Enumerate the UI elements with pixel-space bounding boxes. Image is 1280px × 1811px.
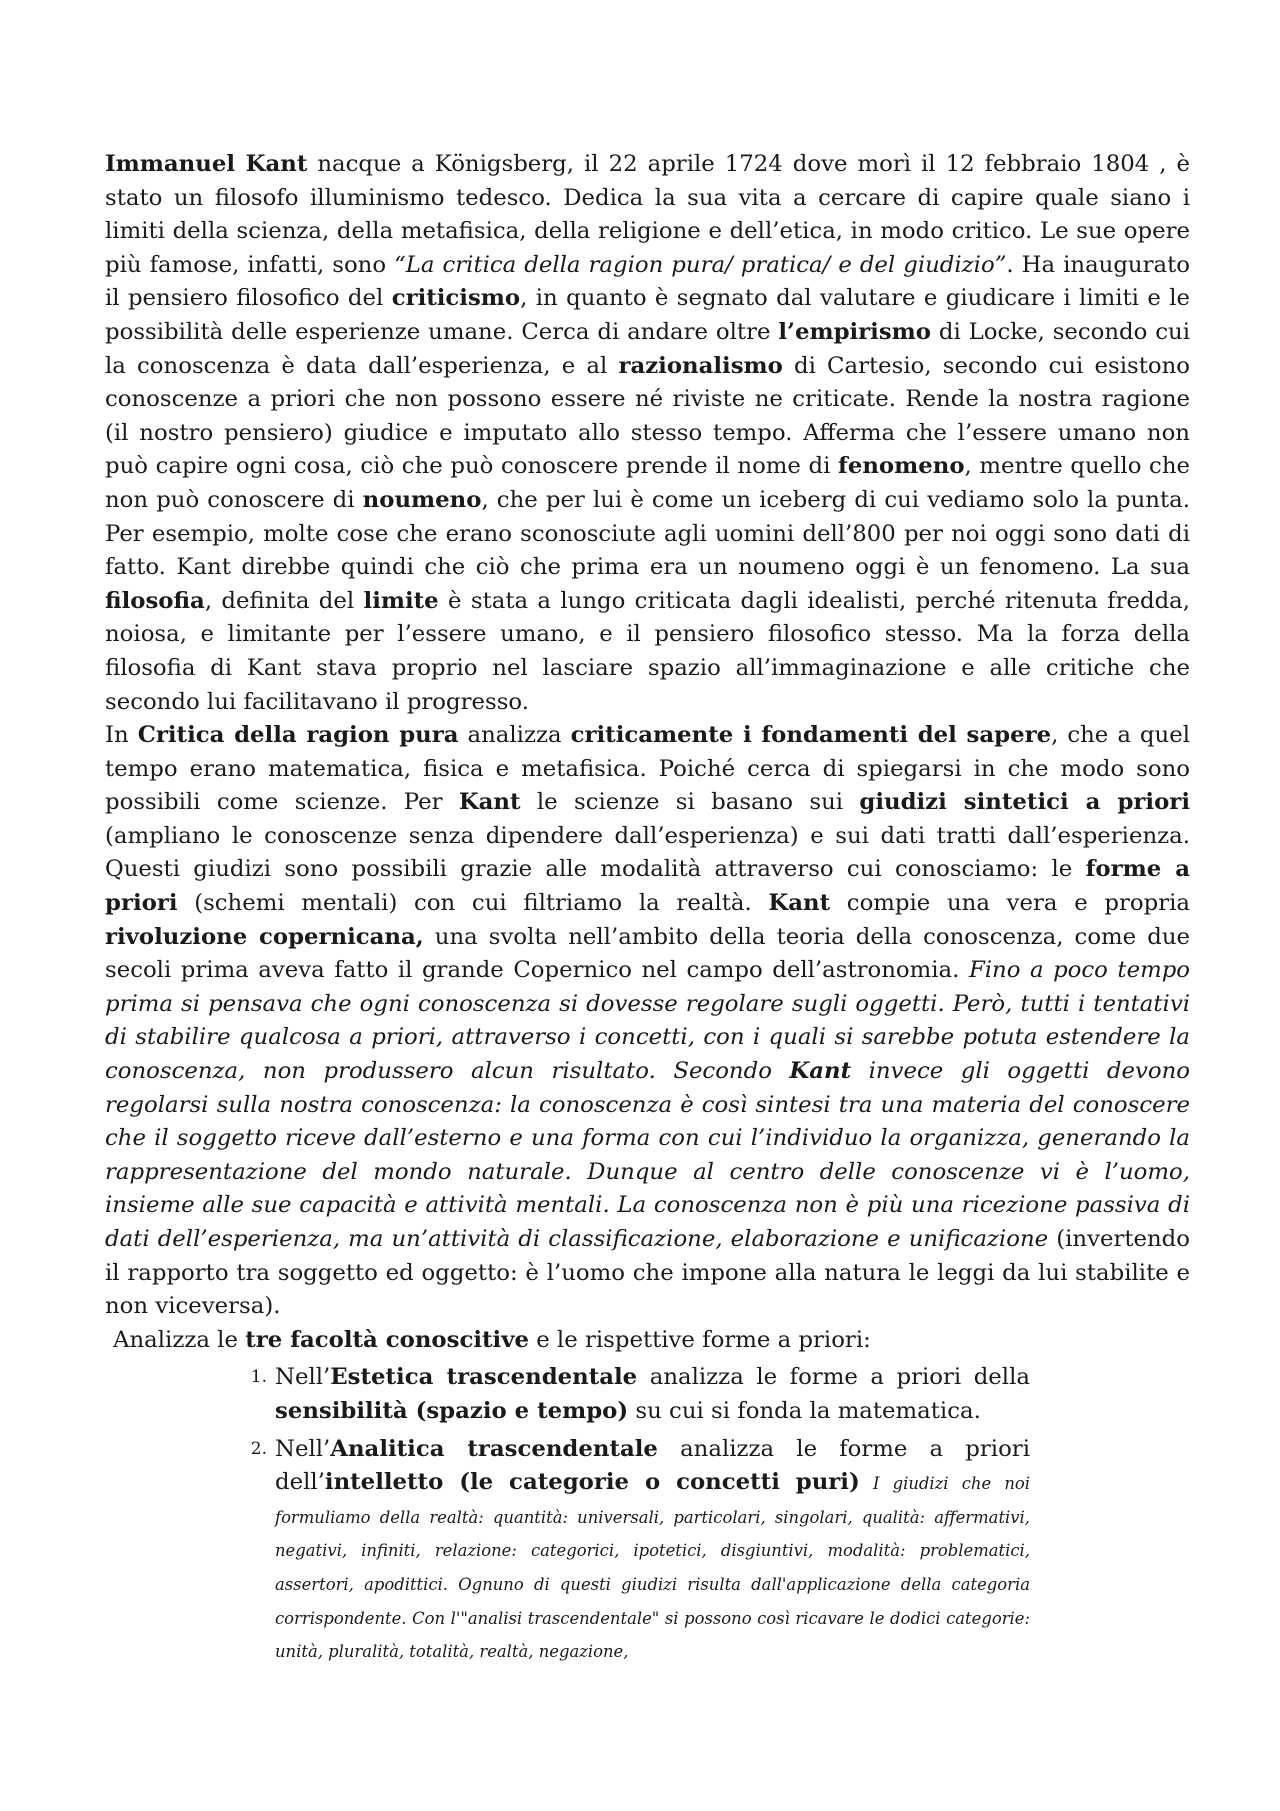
bold-text: l’empirismo — [778, 318, 931, 345]
bold-text: criticismo — [391, 285, 521, 312]
bold-text: tre facoltà conoscitive — [245, 1326, 529, 1353]
list-number: 2. — [250, 1438, 267, 1459]
list-item: 2. Nell’Analitica trascendentale analizza le forme a priori dell’intelletto (le categorie o concetti puri) I giudizi che noi formuliamo della realtà: quantità: universali, particolari, singolari, qualità: affermativi, negativi, infiniti, relazione: categorici, ipotetici, disgiuntivi, modalità: problematici, assertori, apodittici. Ognuno di questi giudizi risulta dall'applicazione della categoria corrispondente. Con l'"analisi trascendentale" si possono così ricavare le dodici categorie: unità, pluralità, totalità, realtà, negazione, — [275, 1433, 1030, 1668]
bold-text: Kant — [458, 789, 521, 816]
bold-text: Kant — [789, 1058, 852, 1085]
bold-text: Critica della ragion pura — [137, 722, 459, 749]
bold-text: Estetica trascendentale — [330, 1364, 638, 1391]
bold-text: giudizi sintetici a priori — [859, 789, 1190, 816]
bold-text: razionalismo — [618, 352, 783, 379]
bold-text: rivoluzione copernicana, — [105, 923, 424, 950]
paragraph-facolta-lead: Analizza le tre facoltà conoscitive e le rispettive forme a priori: — [113, 1326, 871, 1353]
bold-text: filosofia — [105, 587, 205, 614]
bold-text: limite — [363, 587, 439, 614]
bold-text: criticamente i fondamenti del sapere — [570, 722, 1052, 749]
bold-text: sensibilità (spazio e tempo) — [275, 1397, 629, 1424]
bold-text: Immanuel Kant — [105, 151, 308, 177]
bold-text: forme a priori — [105, 856, 1190, 917]
bold-text: Analitica trascendentale — [330, 1435, 658, 1462]
paragraph-intro: Immanuel Kant nacque a Königsberg, il 22 aprile 1724 dove morì il 12 febbraio 1804 , è stato un filosofo illuminismo tedesco. Dedica la sua vita a cercare di capire quale siano i limiti della scienza, della metafisica, della religione e dell’etica, in modo critico. Le sue opere più famose, infatti, sono “La critica della ragion pura/ pratica/ e del giudizio”. Ha inaugurato il pensiero filosofico del criticismo, in quanto è segnato dal valutare e giudicare i limiti e le possibilità delle esperienze umane. Cerca di andare oltre l’empirismo di Locke, secondo cui la conoscenza è data dall’esperienza, e al razionalismo di Cartesio, secondo cui esistono conoscenze a priori che non possono essere né riviste ne criticate. Rende la nostra ragione (il nostro pensiero) giudice e imputato allo stesso tempo. Afferma che l’essere umano non può capire ogni cosa, ciò che può conoscere prende il nome di fenomeno, mentre quello che non può conoscere di noumeno, che per lui è come un iceberg di cui vediamo solo la punta. Per esempio, molte cose che erano sconosciute agli uomini dell’800 per noi oggi sono dati di fatto. Kant direbbe quindi che ciò che prima era un noumeno oggi è un fenomeno. La sua filosofia, definita del limite è stata a lungo criticata dagli idealisti, perché ritenuta fredda, noiosa, e limitante per l’essere umano, e il pensiero filosofico stesso. Ma la forza della filosofia di Kant stava proprio nel lasciare spazio all’immaginazione e alle critiche che secondo lui facilitavano il progresso. — [105, 151, 1191, 715]
bold-text: intelletto (le categorie o concetti puri) — [324, 1469, 860, 1496]
italic-text: Fino a poco tempo prima si pensava che ogni conoscenza si dovesse regolare sugli oggetti. Però, tutti i tentativi di stabilire qualcosa a priori, attraverso i concetti, con i quali si sarebbe potuta estendere la conoscenza, non produssero alcun risultato. Secondo Kant invece gli oggetti devono regolarsi sulla nostra conoscenza: la conoscenza è così sintesi tra una materia del conoscere che il soggetto riceve dall’esterno e una forma con cui l’individuo la organizza, generando la rappresentazione del mondo naturale. Dunque al centro delle conoscenze vi è l’uomo, insieme alle sue capacità e attività mentali. La conoscenza non è più una ricezione passiva di dati dell’esperienza, ma un’attività di classificazione, elaborazione e unificazione — [105, 957, 1191, 1252]
list-item: 1. Nell’Estetica trascendentale analizza le forme a priori della sensibilità (spazio e tempo) su cui si fonda la matematica. — [275, 1361, 1030, 1428]
list-number: 1. — [250, 1367, 267, 1388]
paragraph-critica: In Critica della ragion pura analizza criticamente i fondamenti del sapere, che a quel tempo erano matematica, fisica e metafisica. Poiché cerca di spiegarsi in che modo sono possibili come scienze. Per Kant le scienze si basano sui giudizi sintetici a priori (ampliano le conoscenze senza dipendere dall’esperienza) e sui dati tratti dall’esperienza. Questi giudizi sono possibili grazie alle modalità attraverso cui conosciamo: le forme a priori (schemi mentali) con cui filtriamo la realtà. Kant compie una vera e propria rivoluzione copernicana, una svolta nell’ambito della teoria della conoscenza, come due secoli prima aveva fatto il grande Copernico nel campo dell’astronomia. Fino a poco tempo prima si pensava che ogni conoscenza si dovesse regolare sugli oggetti. Però, tutti i tentativi di stabilire qualcosa a priori, attraverso i concetti, con i quali si sarebbe potuta estendere la conoscenza, non produssero alcun risultato. Secondo Kant invece gli oggetti devono regolarsi sulla nostra conoscenza: la conoscenza è così sintesi tra una materia del conoscere che il soggetto riceve dall’esterno e una forma con cui l’individuo la organizza, generando la rappresentazione del mondo naturale. Dunque al centro delle conoscenze vi è l’uomo, insieme alle sue capacità e attività mentali. La conoscenza non è più una ricezione passiva di dati dell’esperienza, ma un’attività di classificazione, elaborazione e unificazione (invertendo il rapporto tra soggetto ed oggetto: è l’uomo che impone alla natura le leggi da lui stabilite e non viceversa). — [105, 722, 1191, 1320]
bold-text: Kant — [768, 890, 831, 917]
bold-text: noumeno — [362, 486, 482, 513]
italic-text: “La critica della ragion pura/ pratica/ e del giudizio” — [394, 251, 1007, 278]
document-page — [105, 148, 1190, 1668]
bold-text: fenomeno — [838, 453, 965, 480]
facolta-list — [105, 1361, 1190, 1667]
small-italic-note: I giudizi che noi formuliamo della realtà: quantità: universali, particolari, singolari, qualità: affermativi, negativi, infiniti, relazione: categorici, ipotetici, disgiuntivi, modalità: problematici, assertori, apodittici. Ognuno di questi giudizi risulta dall'applicazione della categoria corrispondente. Con l'"analisi trascendentale" si possono così ricavare le dodici categorie: unità, pluralità, totalità, realtà, negazione, — [275, 1474, 1030, 1662]
